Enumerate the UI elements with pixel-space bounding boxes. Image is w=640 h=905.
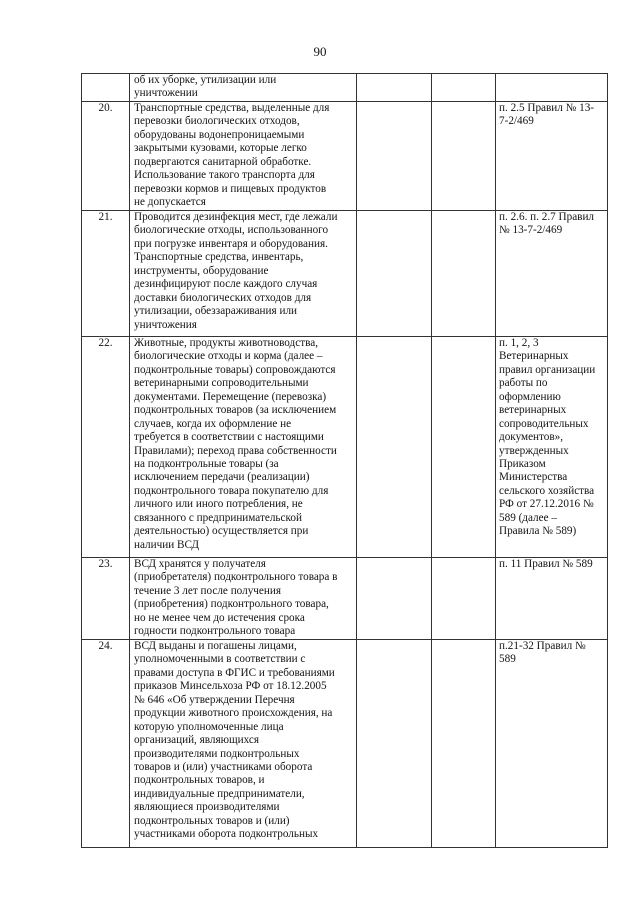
- legal-reference: п. 2.6. п. 2.7 Правил № 13-7-2/469: [496, 210, 608, 336]
- empty-cell: [357, 336, 432, 557]
- requirement-text: Животные, продукты животноводства, биологические отходы и корма (далее – подконтрольные товары) сопровождаются ветеринарными сопроводительными документами. Перемещение (перевозка) подконтрольных товаров (за исключением случаев, когда их оформление не требуется в соответствии с настоящими Правилами); переход права собственности на подконтрольные товары (за исключением передачи (реализации) подконтрольного товара покупателю для личного или иного потребления, не связанного с предпринимательской деятельностью) осуществляется при наличии ВСД: [130, 336, 357, 557]
- row-number: 21.: [82, 210, 130, 336]
- table-row: [82, 101, 608, 210]
- row-number: 22.: [82, 336, 130, 557]
- empty-cell: [357, 74, 432, 102]
- table-row: [82, 336, 608, 557]
- legal-reference: п.21-32 Правил № 589: [496, 639, 608, 847]
- empty-cell: [432, 101, 496, 210]
- empty-cell: [432, 210, 496, 336]
- legal-reference: п. 2.5 Правил № 13- 7-2/469: [496, 101, 608, 210]
- legal-reference: [496, 74, 608, 102]
- page-number: 90: [313, 44, 327, 59]
- row-number: 24.: [82, 639, 130, 847]
- empty-cell: [357, 557, 432, 639]
- empty-cell: [357, 210, 432, 336]
- empty-cell: [432, 336, 496, 557]
- empty-cell: [432, 74, 496, 102]
- table-row: [82, 639, 608, 847]
- table-row: [82, 74, 608, 102]
- empty-cell: [432, 557, 496, 639]
- requirement-text: ВСД хранятся у получателя (приобретателя) подконтрольного товара в течение 3 лет после получения (приобретения) подконтрольного товара, но не менее чем до истечения срока годности подконтрольного товара: [130, 557, 357, 639]
- empty-cell: [432, 639, 496, 847]
- requirement-text: Транспортные средства, выделенные для перевозки биологических отходов, оборудованы водонепроницаемыми закрытыми кузовами, которые легко подвергаются санитарной обработке. Использование такого транспорта для перевозки кормов и пищевых продуктов не допускается: [130, 101, 357, 210]
- requirement-text: об их уборке, утилизации или уничтожении: [130, 74, 357, 102]
- empty-cell: [357, 639, 432, 847]
- legal-reference: п. 11 Правил № 589: [496, 557, 608, 639]
- empty-cell: [357, 101, 432, 210]
- legal-reference: п. 1, 2, 3 Ветеринарных правил организации работы по оформлению ветеринарных сопроводительных документов», утвержденных Приказом Министерства сельского хозяйства РФ от 27.12.2016 № 589 (далее – Правила № 589): [496, 336, 608, 557]
- requirements-table: [81, 73, 608, 848]
- table-row: [82, 210, 608, 336]
- requirement-text: Проводится дезинфекция мест, где лежали биологические отходы, использованного при погрузке инвентаря и оборудования. Транспортные средства, инвентарь, инструменты, оборудование дезинфицируют после каждого случая доставки биологических отходов для утилизации, обеззараживания или уничтожения: [130, 210, 357, 336]
- row-number: 20.: [82, 101, 130, 210]
- row-number: [82, 74, 130, 102]
- requirement-text: ВСД выданы и погашены лицами, уполномоченными в соответствии с правами доступа в ФГИС и требованиями приказов Минсельхоза РФ от 18.12.2005 № 646 «Об утверждении Перечня продукции животного происхождения, на которую уполномоченные лица организаций, являющихся производителями подконтрольных товаров и (или) участниками оборота подконтрольных товаров, и индивидуальные предприниматели, являющиеся производителями подконтрольных товаров и (или) участниками оборота подконтрольных: [130, 639, 357, 847]
- table-row: [82, 557, 608, 639]
- row-number: 23.: [82, 557, 130, 639]
